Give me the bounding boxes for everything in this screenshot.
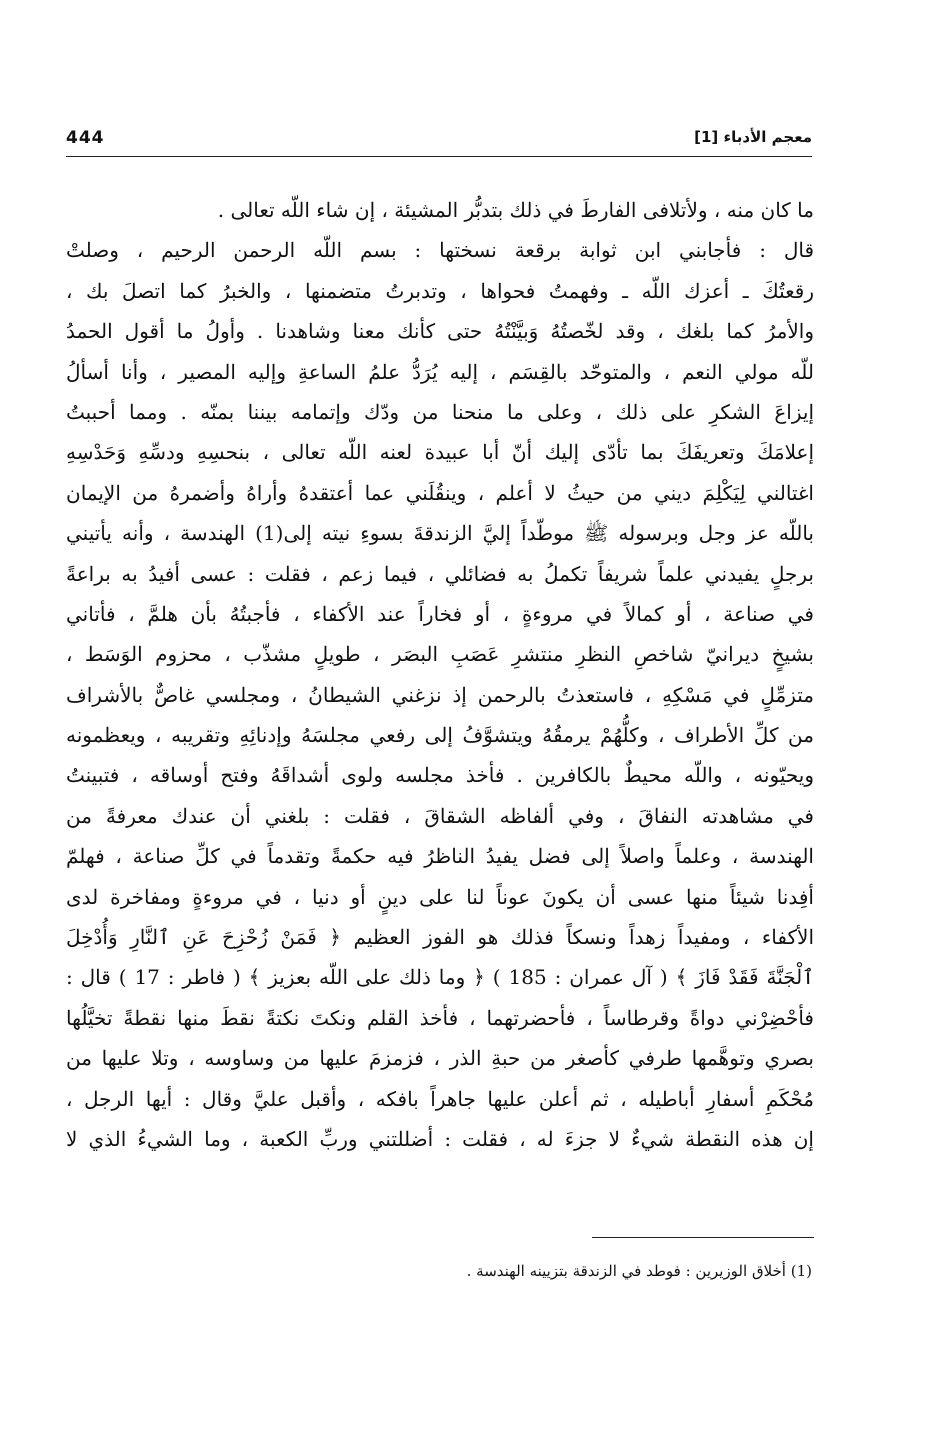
text-line: رقعتُكَ ـ أعزك اللّه ـ وفهمتُ فحواها ، وتدبرتُ متضمنها ، والخبرُ كما اتصلَ بك ، <box>66 278 814 303</box>
footnote: (1) أخلاق الوزيرين : فوطد في الزندقة بتزيينه الهندسة . <box>466 1262 812 1280</box>
text-line: للّه مولي النعم ، والمتوحّد بالقِسَم ، إليه يُرَدُّ علمُ الساعةِ وإليه المصير ، وأنا أسألُ <box>66 359 814 384</box>
text-line: بصري وتوهَّمها طرفي كأصغر من حبةِ الذر ، فزمزمَ عليها من وساوسه ، وتلا عليها من <box>66 1046 814 1071</box>
header-rule <box>66 156 812 157</box>
text-line: من كلِّ الأطراف ، وكلُّهُمْ يرمقُهُ ويتشوَّفُ إلى رفعي مجلسَهُ وإدنائِهِ وتقريبه ، ويعظمونه <box>66 723 814 748</box>
text-line: قال : فأجابني ابن ثوابة برقعة نسختها : بسم اللّه الرحمن الرحيم ، وصلتْ <box>66 238 815 263</box>
body-text <box>66 190 814 1159</box>
footnote-rule <box>592 1237 814 1238</box>
text-line: اغتالني لِيَكْلِمَ ديني من حيثُ لا أعلم ، وينقُلَني عما أعتقدهُ وأراهُ وأضمرهُ من الإيمان <box>66 480 814 505</box>
text-line: باللّه عز وجل وبرسوله ﷺ موطّداً إليَّ الزندقةَ بسوءِ نيته إلى(1) الهندسة ، وأنه يأتيني <box>66 521 814 546</box>
text-line: ما كان منه ، ولأتلافى الفارطَ في ذلك بتدبُّر المشيئة ، إن شاء اللّه تعالى . <box>217 198 814 222</box>
text-line: الهندسة ، وعلماً واصلاً إلى فضل يفيدُ الناظرُ فيه حكمةً وتقدماً في كلِّ صناعة ، فهلمّ <box>66 844 814 869</box>
text-line: أفِدنا شيئاً منها عسى أن يكونَ عوناً لنا على دينٍ أو دنيا ، في مروءةٍ ومفاخرة لدى <box>66 884 814 909</box>
text-line: والأمرُ كما بلغك ، وقد لخّصتُهُ وَبيَّنْتُهُ حتى كأنك معنا وشاهدنا . وأولُ ما أقول الحمدُ <box>66 319 814 344</box>
text-line: إن هذه النقطة شيءٌ لا جزءَ له ، فقلت : أضللتني وربِّ الكعبة ، وما الشيءُ الذي لا <box>66 1126 814 1151</box>
text-line: إيزاعَ الشكرِ على ذلك ، وعلى ما منحنا من ودّك وإتمامه بيننا بمنّه . ومما أحببتُ <box>66 399 814 424</box>
text-line: ويحيّونه ، واللّه محيطٌ بالكافرين . فأخذ مجلسه ولوى أشداقَهُ وفتح أوساقه ، فتبينتُ <box>66 763 814 788</box>
page-number: 444 <box>66 128 105 148</box>
text-line: في مشاهدته النفاقَ ، وفي ألفاظه الشقاقَ ، فقلت : بلغني أن عندك معرفةً من <box>66 803 814 828</box>
text-line: في صناعة ، أو كمالاً في مروءةٍ ، أو فخاراً عند الأكفاء ، فأجبتُهُ بأن هلمَّ ، فأتاني <box>66 601 814 626</box>
text-line: إعلامَكَ وتعريفَكَ بما تأدّى إليك أنّ أبا عبيدة لعنه اللّه تعالى ، بنحسِهِ ودسِّهِ وَحَدْسِهِ <box>66 440 814 465</box>
text-line: برجلٍ يفيدني علماً شريفاً تكملُ به فضائلي ، فيما زعم ، فقلت : عسى أفيدُ به براعةً <box>66 561 814 586</box>
text-line: متزمِّلٍ في مَسْكِهِ ، فاستعذتُ بالرحمن إذ نزغني الشيطانُ ، ومجلسي غاصٌّ بالأشراف <box>66 682 814 707</box>
text-line: فأحْضِرْني دواةً وقرطاساً ، فأحضرتهما ، فأخذ القلم ونكتَ نكتةً نقطَ منها نقطةً تخيَّلُها <box>66 1005 814 1030</box>
text-line: بشيخٍ ديرانيّ شاخصِ النظرِ منتشرِ عَصَبِ البصَر ، طويلٍ مشذّب ، محزوم الوَسَط ، <box>66 642 814 667</box>
text-line: ٱلْجَنَّةَ فَقَدْ فَازَ ﴾ ( آل عمران : 185 ) ﴿ وما ذلك على اللّه بعزيز ﴾ ( فاطر : 17 ) قال : <box>66 965 814 990</box>
book-title: معجم الأدباء [1] <box>694 128 812 146</box>
text-line: الأكفاء ، ومفيداً زهداً ونسكاً فذلك هو الفوز العظيم ﴿ فَمَنْ زُحْزِحَ عَنِ ٱلنَّارِ وَأُدْخِلَ <box>66 925 814 950</box>
text-line: مُحْكَمِ أسفارِ أباطيله ، ثم أعلن عليها جاهراً بافكه ، وأقبل عليَّ وقال : أيها الرجل ، <box>66 1086 814 1111</box>
running-head <box>66 128 812 154</box>
